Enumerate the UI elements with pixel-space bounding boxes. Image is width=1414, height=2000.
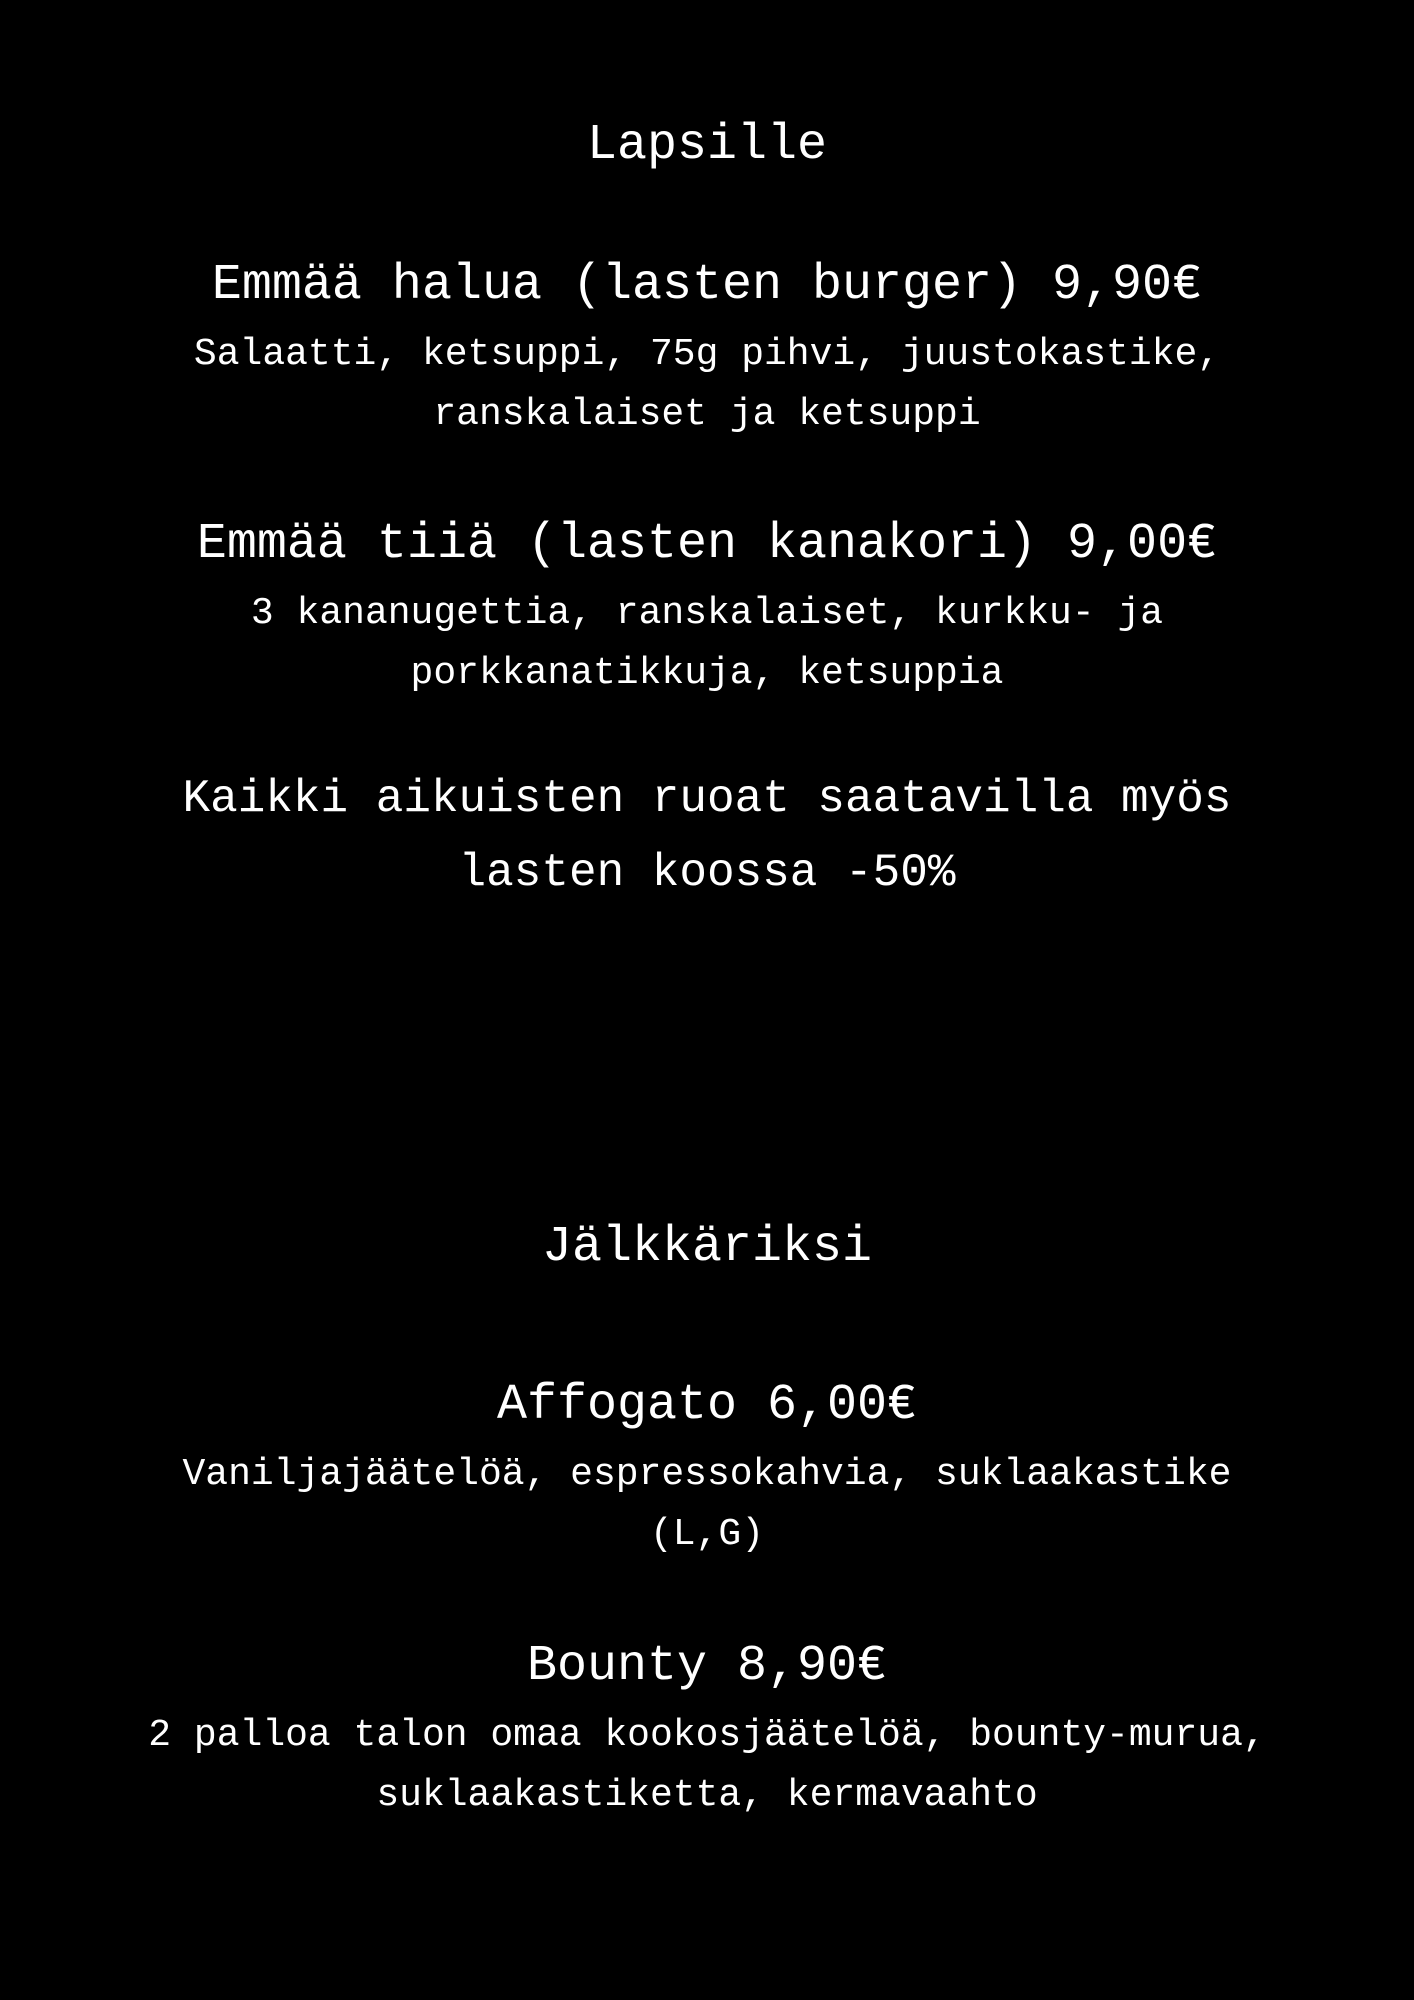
kids-chicken-basket-description-line-1: 3 kananugettia, ranskalaiset, kurkku- ja [250, 592, 1164, 635]
bounty-name: Bounty 8,90€ [526, 1638, 888, 1695]
kids-chicken-basket-name: Emmää tiiä (lasten kanakori) 9,00€ [196, 516, 1218, 573]
kids-burger-description-line-2: ranskalaiset ja ketsuppi [433, 393, 981, 436]
affogato-description-line-2: (L,G) [649, 1513, 765, 1556]
bounty-description-line-1: 2 palloa talon omaa kookosjäätelöä, bounty-murua, [148, 1714, 1266, 1757]
kids-section-title: Lapsille [586, 117, 828, 174]
kids-portion-note-line-2: lasten koossa -50% [458, 847, 956, 899]
kids-chicken-basket-description-line-2: porkkanatikkuja, ketsuppia [410, 652, 1004, 695]
affogato-description-line-1: Vaniljajäätelöä, espressokahvia, suklaakastike [182, 1453, 1232, 1496]
kids-burger-description-line-1: Salaatti, ketsuppi, 75g pihvi, juustokastike, [193, 333, 1221, 376]
affogato-name: Affogato 6,00€ [496, 1377, 918, 1434]
kids-burger-name: Emmää halua (lasten burger) 9,90€ [211, 257, 1203, 314]
bounty-description-line-2: suklaakastiketta, kermavaahto [376, 1774, 1038, 1817]
kids-portion-note-line-1: Kaikki aikuisten ruoat saatavilla myös [182, 773, 1232, 825]
dessert-section-title: Jälkkäriksi [541, 1219, 873, 1276]
